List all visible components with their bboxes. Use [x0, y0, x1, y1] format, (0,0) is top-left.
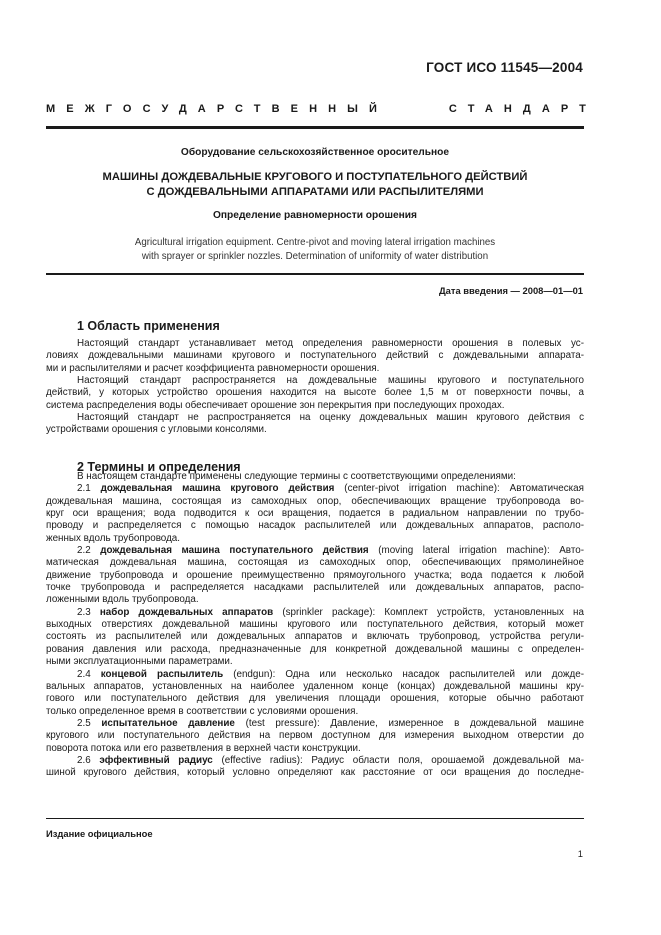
- document-title: [46, 170, 584, 200]
- text-line: Настоящий стандарт устанавливает метод определения равномерности орошения в полевых ус-: [77, 338, 584, 349]
- text-line: только определенное время в соответствии с условиями орошения.: [46, 705, 359, 717]
- introduction-date: Дата введения — 2008—01—01: [438, 285, 583, 296]
- text-line: Настоящий стандарт не распространяется на оценку дождевальных машин кругового действия с: [77, 412, 584, 424]
- text-line: поворота потока или его разветвления в верхней части конструкции.: [46, 742, 361, 754]
- term-2-2: дождевальная машина поступательного действия: [100, 545, 369, 557]
- document-subtitle: Определение равномерности орошения: [212, 210, 417, 221]
- term-2-3-first-line: 2.3 набор дождевальных аппаратов (sprinkler package): Комплект устройств, установленных на: [77, 606, 584, 618]
- text-line: ложенными вдоль трубопровода.: [46, 594, 199, 606]
- section-1-heading: 1 Область применения: [77, 319, 220, 333]
- text-line: система распределения воды обеспечивает орошение зон перекрытия при последующих проходах.: [46, 399, 505, 411]
- english-title: [46, 236, 584, 264]
- term-2-6-first-line: 2.6 эффективный радиус (effective radius): Радиус области поля, орошаемой дождевальной ма-: [77, 754, 584, 766]
- title-line-1: МАШИНЫ ДОЖДЕВАЛЬНЫЕ КРУГОВОГО И ПОСТУПАТЕЛЬНОГО ДЕЙСТВИЙ: [102, 171, 528, 183]
- text-line: Настоящий стандарт распространяется на дождевальные машины кругового и поступательного: [77, 375, 584, 387]
- section-2-body: [46, 471, 584, 780]
- standard-code: ГОСТ ИСО 11545—2004: [426, 60, 583, 75]
- text-line: кругового или поступательного действия на первом доступном для измерения выходном отверстии до: [46, 730, 584, 742]
- text-line: состоять из распылителей или дождевальных аппаратов и включать трубопровод, устройства регули-: [46, 631, 584, 643]
- text-line: ными эксплуатационными параметрами.: [46, 656, 233, 668]
- term-2-5-first-line: 2.5 испытательное давление (test pressure): Давление, измеренное в дождевальной машине: [77, 717, 584, 729]
- footer-rule: [46, 818, 584, 819]
- english-title-line-2: with sprayer or sprinkler nozzles. Determination of uniformity of water distribution: [141, 251, 489, 262]
- term-2-1: дождевальная машина кругового действия: [100, 483, 335, 495]
- text-line: матическая дождевальная машина, состоящая из самоходных опор, обеспечивающих прямолинейное: [46, 557, 584, 569]
- text-line: ловиях дождевальными машинами кругового и поступательного действий с дождевальными аппарата-: [46, 350, 584, 362]
- banner-word-interstate: МЕЖГОСУДАРСТВЕННЫЙ: [46, 103, 389, 115]
- title-rule: [46, 273, 584, 275]
- term-2-6: эффективный радиус: [99, 754, 213, 766]
- equipment-group: Оборудование сельскохозяйственное оросительное: [180, 147, 450, 158]
- text-line: выходных отверстиях дождевальной машины кругового или поступательного действия, который может: [46, 619, 584, 631]
- text-line: вальных аппаратов, установленных на наиболее удаленном конце (концах) дождевальной машины кру-: [46, 680, 584, 692]
- section-2-heading: 2 Термины и определения: [77, 460, 241, 474]
- page-number: 1: [577, 848, 583, 859]
- text-line: В настоящем стандарте применены следующие термины с соответствующими определениями:: [77, 471, 516, 482]
- term-2-2-first-line: 2.2 дождевальная машина поступательного действия (moving lateral irrigation machine): Авто-: [77, 545, 584, 557]
- text-line: движение трубопровода и орошение преимущественно прямоугольного участка; вода подается к любой: [46, 569, 584, 581]
- text-line: проводу и распределяется с помощью насадок распылителей или дождевальных аппаратов, располо-: [46, 520, 584, 532]
- term-2-3: набор дождевальных аппаратов: [99, 606, 274, 618]
- text-line: круг оси вращения; вода подводится к оси вращения, подается в радиальном направлении по трубо-: [46, 508, 584, 520]
- term-2-4-first-line: 2.4 концевой распылитель (endgun): Одна или несколько насадок распылителей или дожде-: [77, 668, 584, 680]
- section-1-body: [46, 338, 584, 437]
- text-line: рования давления или расхода, предназначенные для конкретной дождевальной машины с определен-: [46, 643, 584, 655]
- text-line: женных вдоль трубопровода.: [46, 532, 181, 544]
- text-line: устройствами орошения с угловыми консолями.: [46, 424, 267, 436]
- text-line: действий, у которых устройство орошения находится на высоте более 1,5 м от поверхности почвы, а: [46, 387, 584, 399]
- header-rule: [46, 126, 584, 129]
- term-2-5: испытательное давление: [101, 717, 235, 729]
- term-2-1-first-line: 2.1 дождевальная машина кругового действия (center-pivot irrigation machine): Автоматическая: [77, 483, 584, 495]
- text-line: точке трубопровода и распределяется насадками распылителей или дождевальных аппаратов, распо-: [46, 582, 584, 594]
- standard-type-banner: [46, 103, 597, 115]
- text-line: гового или поступательного действия для увеличения площади орошения, которые обычно работают: [46, 693, 584, 705]
- term-2-4: концевой распылитель: [100, 668, 224, 680]
- english-title-line-1: Agricultural irrigation equipment. Centre-pivot and moving lateral irrigation machines: [134, 237, 496, 248]
- official-edition-note: Издание официальное: [46, 828, 153, 839]
- text-line: ми и распылителями и расчет коэффициента равномерности орошения.: [46, 362, 380, 374]
- text-line: шиной кругового действия, который условно определяют как расстояние от оси вращения до последне-: [46, 767, 584, 779]
- banner-word-standard: СТАНДАРТ: [448, 103, 597, 115]
- text-line: дождевальная машина, состоящая из самоходных опор, обеспечивающих вращение трубопровода во-: [46, 495, 584, 507]
- title-line-2: С ДОЖДЕВАЛЬНЫМИ АППАРАТАМИ ИЛИ РАСПЫЛИТЕЛЯМИ: [146, 186, 484, 198]
